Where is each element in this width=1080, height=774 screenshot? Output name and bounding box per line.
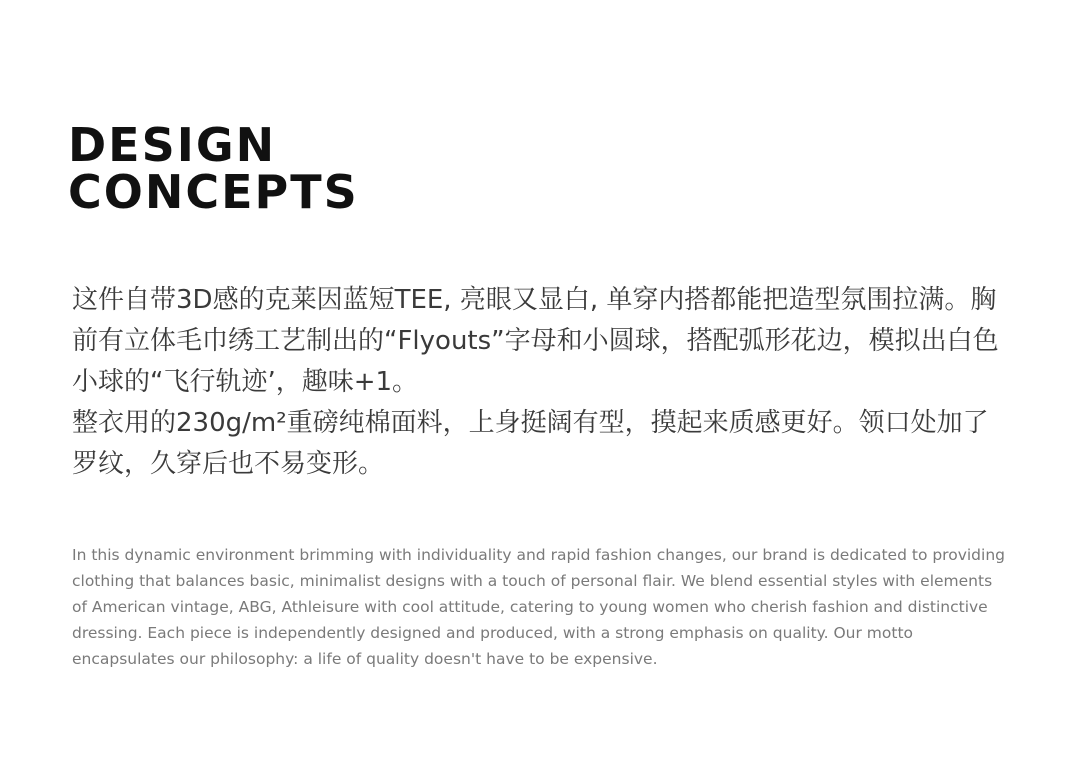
page-title <box>68 118 359 219</box>
title-line-design: DESIGN <box>68 118 277 172</box>
title-line-concepts: CONCEPTS <box>68 165 359 219</box>
chinese-description <box>72 280 1012 485</box>
chinese-paragraph-1: 这件自带3D感的克莱因蓝短TEE, 亮眼又显白, 单穿内搭都能把造型氛围拉满。胸前有立体毛巾绣工艺制出的“Flyouts”字母和小圆球，搭配弧形花边，模拟出白色小球的“飞行轨迹’，趣味+1。 <box>72 285 999 397</box>
english-description: In this dynamic environment brimming with individuality and rapid fashion changes, our brand is dedicated to providing clothing that balances basic, minimalist designs with a touch of personal flair. We blend essential styles with elements of American vintage, ABG, Athleisure with cool attitude, catering to young women who cherish fashion and distinctive dressing. Each piece is independently designed and produced, with a strong emphasis on quality. Our motto encapsulates our philosophy: a life of quality doesn't have to be expensive. <box>72 546 1005 668</box>
chinese-paragraph-2: 整衣用的230g/m²重磅纯棉面料，上身挺阔有型，摸起来质感更好。领口处加了罗纹，久穿后也不易变形。 <box>72 408 989 479</box>
